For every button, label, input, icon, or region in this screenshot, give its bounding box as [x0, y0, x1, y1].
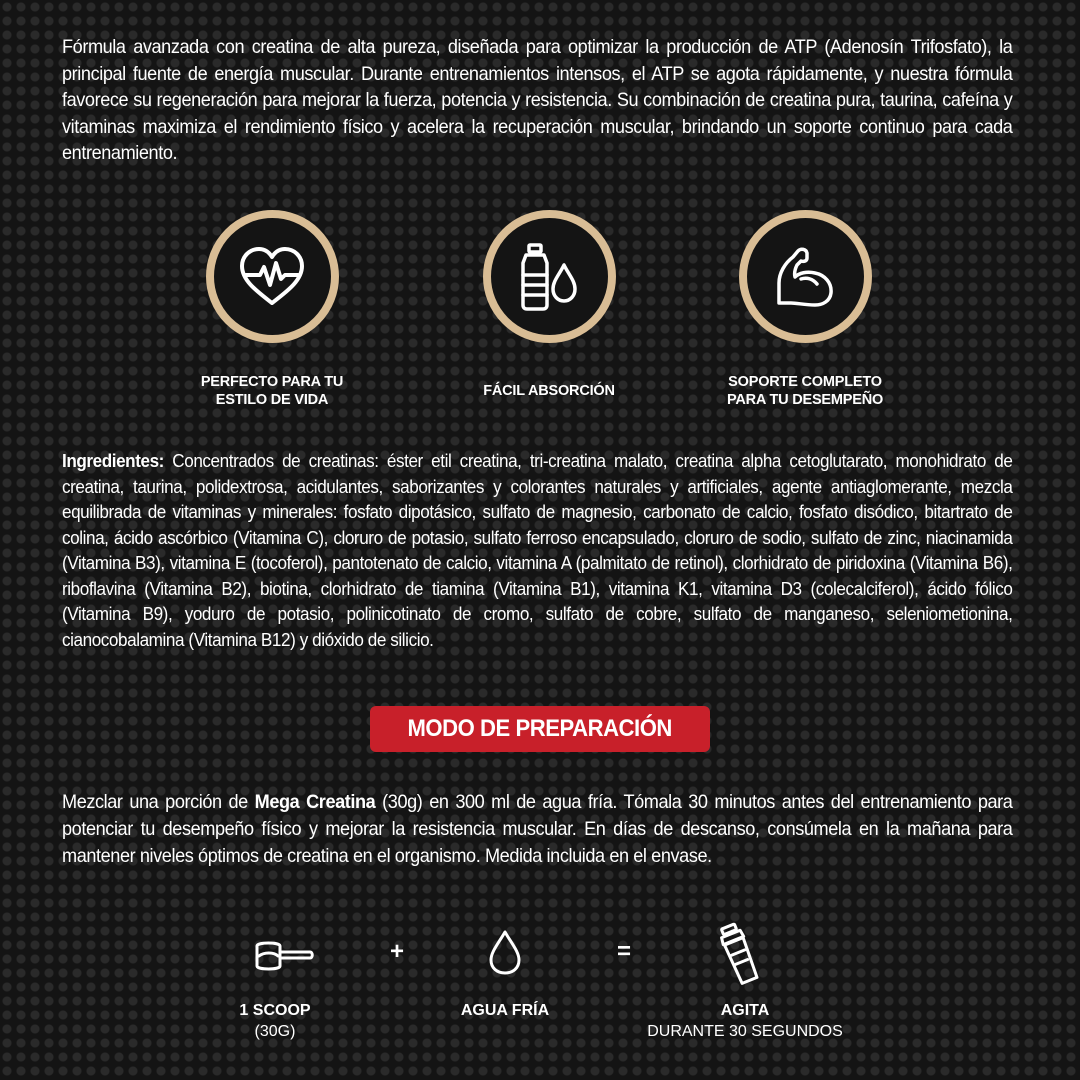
- benefit-label-line2: ESTILO DE VIDA: [215, 392, 329, 408]
- step-water: [485, 928, 525, 976]
- step-label-line2: DURANTE 30 SEGUNDOS: [647, 1023, 843, 1040]
- step-label-shake: [630, 1000, 860, 1042]
- step-scoop: [250, 936, 320, 976]
- benefit-label: [705, 373, 905, 409]
- benefit-label: [449, 373, 649, 409]
- step-label-line1: AGUA FRÍA: [460, 1002, 550, 1019]
- step-shake: [712, 922, 768, 986]
- ingredients-paragraph: [62, 448, 1012, 652]
- prep-text-after: (30g) en 300 ml de agua fría. Tómala 30 minutos antes del entrenamiento para potenciar tu desempeño físico y mejorar la resistencia muscular. En días de descanso, consúmela en la mañana para mantener niveles óptimos de creatina en el organismo. Medida incluida en el envase.: [62, 791, 1013, 867]
- heart-pulse-icon: [232, 237, 312, 317]
- benefit-lifestyle: [172, 210, 372, 409]
- shaker-bottle-icon: [712, 922, 768, 986]
- preparation-title-banner: [370, 706, 710, 752]
- benefit-label-line2: PARA TU DESEMPEÑO: [726, 392, 884, 408]
- plus-operator: +: [390, 938, 405, 965]
- bottle-drop-icon: [509, 237, 589, 317]
- preparation-paragraph: [62, 789, 1012, 870]
- intro-paragraph: Fórmula avanzada con creatina de alta pureza, diseñada para optimizar la producción de ATP (Adenosín Trifosfato), la principal fuente de energía muscular. Durante entrenamientos intensos, el ATP se agota rápidamente, y nuestra fórmula favorece su regeneración para mejorar la fuerza, potencia y resistencia. Su combinación de creatina pura, taurina, cafeína y vitaminas maximiza el rendimiento físico y acelera la recuperación muscular, brindando un soporte continuo para cada entrenamiento.: [62, 36, 1013, 164]
- step-label-line1: 1 SCOOP: [239, 1002, 311, 1019]
- benefit-ring: [206, 210, 339, 343]
- equals-operator: =: [617, 938, 632, 965]
- benefit-absorption: [449, 210, 649, 409]
- benefit-label-line1: SOPORTE COMPLETO: [728, 374, 882, 390]
- step-label-scoop: [200, 1000, 350, 1042]
- step-label-water: [430, 1000, 580, 1021]
- product-name: Mega Creatina: [254, 791, 376, 813]
- preparation-title: MODO DE PREPARACIÓN: [407, 715, 673, 742]
- benefit-label-line1: PERFECTO PARA TU: [200, 374, 344, 390]
- benefit-label-line1: FÁCIL ABSORCIÓN: [483, 383, 615, 399]
- ingredients-label: Ingredientes:: [62, 450, 164, 471]
- ingredients-text: Concentrados de creatinas: éster etil creatina, tri-creatina malato, creatina alpha cetoglutarato, monohidrato de creatina, taurina, polidextrosa, acidulantes, saborizantes y colorantes naturales y artificiales, agente antiaglomerante, mezcla equilibrada de vitaminas y minerales: fosfato dipotásico, sulfato de magnesio, carbonato de calcio, fosfato disódico, bitartrato de colina, ácido ascórbico (Vitamina C), cloruro de potasio, sulfato ferroso encapsulado, cloruro de sodio, sulfato de zinc, niacinamida (Vitamina B3), vitamina E (tocoferol), pantotenato de calcio, vitamina A (palmitato de retinol), clorhidrato de piridoxina (Vitamina B6), riboflavina (Vitamina B2), biotina, clorhidrato de tiamina (Vitamina B1), vitamina K1, vitamina D3 (colecalciferol), ácido fólico (Vitamina B9), yoduro de potasio, polinicotinato de cromo, sulfato de cobre, sulfato de manganeso, seleniometionina, cianocobalamina (Vitamina B12) y dióxido de silicio.: [62, 450, 1013, 650]
- step-label-line1: AGITA: [720, 1002, 770, 1019]
- benefit-ring: [483, 210, 616, 343]
- benefit-label: [172, 373, 372, 409]
- benefit-performance: [705, 210, 905, 409]
- flexed-arm-icon: [765, 237, 845, 317]
- water-drop-icon: [485, 928, 525, 976]
- benefit-ring: [739, 210, 872, 343]
- scoop-icon: [250, 936, 320, 976]
- prep-text-before: Mezclar una porción de: [62, 791, 255, 813]
- step-label-line2: (30G): [254, 1023, 296, 1040]
